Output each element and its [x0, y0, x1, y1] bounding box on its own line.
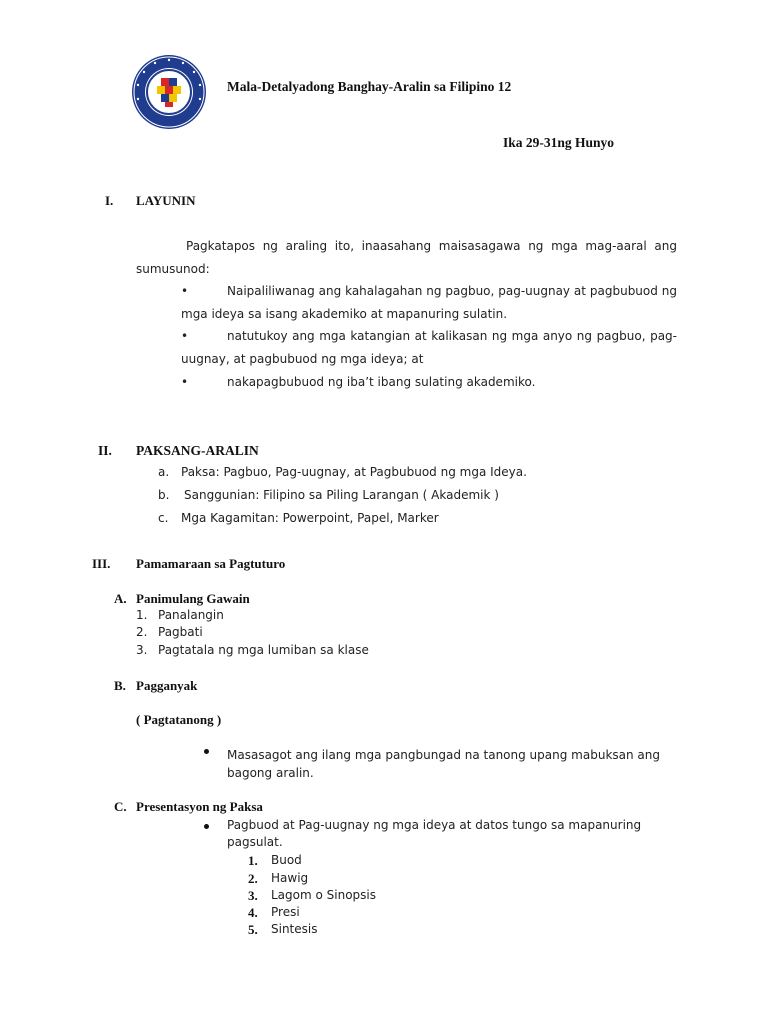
bullet-marker: •	[181, 284, 189, 298]
presentation-line-1: Pagbuod at Pag-uugnay ng mga ideya at datos tungo sa mapanuring	[227, 818, 642, 832]
section-2-numeral: II.	[98, 443, 112, 458]
topic-item-b: Sanggunian: Filipino sa Piling Larangan ( Akademik )	[184, 488, 499, 502]
bullet-marker: •	[181, 329, 189, 343]
motivation-line-1: Masasagot ang ilang mga pangbungad na tanong upang mabuksan ang	[227, 748, 660, 762]
subsection-a-marker: A.	[114, 591, 127, 606]
motivation-line-2: bagong aralin.	[227, 766, 314, 780]
activity-num-1: 1.	[136, 608, 148, 622]
topic-marker-a: a.	[158, 465, 170, 479]
objective-2-line-1: natutukoy ang mga katangian at kalikasan ng mga anyo ng pagbuo, pag-	[227, 329, 677, 343]
objective-1-line-1: Naipaliliwanag ang kahalagahan ng pagbuo, pag-uugnay at pagbubuod ng	[227, 284, 677, 298]
objective-3-line-1: nakapagbubuod ng iba’t ibang sulating akademiko.	[227, 375, 536, 389]
topic-marker-c: c.	[158, 511, 169, 525]
topic-num-4: 4.	[248, 905, 258, 920]
lesson-date: Ika 29-31ng Hunyo	[503, 135, 615, 150]
activity-num-3: 3.	[136, 643, 148, 657]
topic-marker-b: b.	[158, 488, 170, 502]
subsection-b-subheading: ( Pagtatanong )	[136, 712, 222, 727]
topic-list-item-5: Sintesis	[271, 922, 318, 936]
objective-1-line-2: mga ideya sa isang akademiko at mapanuring sulatin.	[181, 307, 508, 321]
section-1-intro	[136, 239, 677, 253]
bullet-dot	[204, 824, 209, 829]
document-title: Mala-Detalyadong Banghay-Aralin sa Filipino 12	[227, 79, 512, 94]
subsection-c-heading: Presentasyon ng Paksa	[136, 799, 263, 814]
topic-item-c: Mga Kagamitan: Powerpoint, Papel, Marker	[181, 511, 439, 525]
section-3-numeral: III.	[92, 556, 111, 571]
subsection-c-marker: C.	[114, 799, 127, 814]
subsection-b-heading: Pagganyak	[136, 678, 198, 693]
section-2-heading: PAKSANG-ARALIN	[136, 443, 259, 458]
topic-num-2: 2.	[248, 871, 258, 886]
topic-list-item-1: Buod	[271, 853, 302, 867]
activity-item-3: Pagtatala ng mga lumiban sa klase	[158, 643, 369, 657]
topic-num-3: 3.	[248, 888, 258, 903]
intro-line-2: sumusunod:	[136, 262, 210, 276]
intro-line-1: Pagkatapos ng araling ito, inaasahang maisasagawa ng mga mag-aaral ang	[186, 239, 677, 253]
activity-item-1: Panalangin	[158, 608, 224, 622]
section-1-heading: LAYUNIN	[136, 193, 196, 208]
activity-item-2: Pagbati	[158, 625, 203, 639]
section-3-heading: Pamamaraan sa Pagtuturo	[136, 556, 286, 571]
subsection-a-heading: Panimulang Gawain	[136, 591, 250, 606]
topic-list-item-2: Hawig	[271, 871, 309, 885]
topic-list-item-4: Presi	[271, 905, 300, 919]
topic-list-item-3: Lagom o Sinopsis	[271, 888, 377, 902]
topic-num-5: 5.	[248, 922, 258, 937]
subsection-b-marker: B.	[114, 678, 126, 693]
activity-num-2: 2.	[136, 625, 148, 639]
topic-num-1: 1.	[248, 853, 258, 868]
bullet-dot	[204, 749, 209, 754]
presentation-line-2: pagsulat.	[227, 835, 283, 849]
topic-item-a: Paksa: Pagbuo, Pag-uugnay, at Pagbubuod ng mga Ideya.	[181, 465, 527, 479]
objective-2-line-2: uugnay, at pagbubuod ng mga ideya; at	[181, 352, 424, 366]
section-1-numeral: I.	[105, 193, 114, 208]
school-seal-logo	[131, 54, 207, 130]
bullet-marker: •	[181, 375, 189, 389]
